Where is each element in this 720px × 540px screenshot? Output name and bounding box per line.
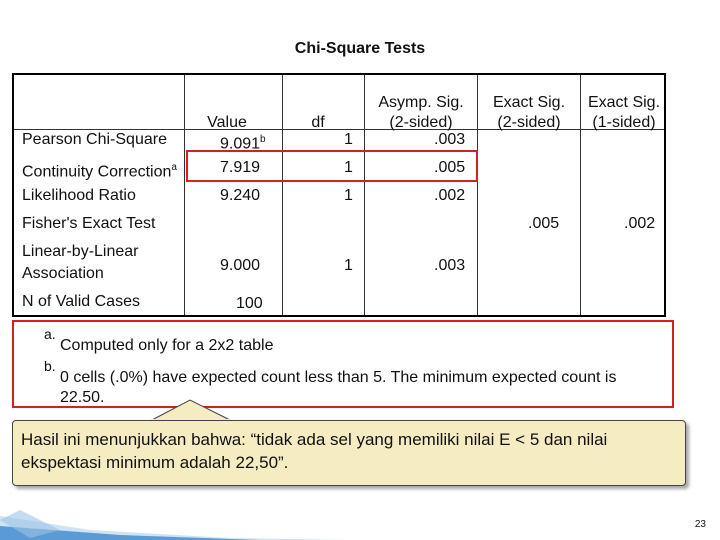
header-exact2-1: Exact Sig. <box>492 94 566 111</box>
df-likelihood: 1 <box>344 187 353 204</box>
table-title: Chi-Square Tests <box>294 40 426 57</box>
footnote-a-text: Computed only for a 2x2 table <box>60 337 274 354</box>
asymp-continuity: .005 <box>434 159 466 176</box>
value-likelihood: 9.240 <box>220 187 261 204</box>
row-label-fisher: Fisher's Exact Test <box>22 215 156 232</box>
exact2-fisher: .005 <box>528 215 560 232</box>
value-n: 100 <box>236 295 263 312</box>
asymp-pearson: .003 <box>434 131 466 148</box>
header-value: Value <box>207 114 247 131</box>
header-exact1-1: Exact Sig. <box>587 94 661 111</box>
row-label-continuity: Continuity Correction$^a$ <box>22 162 177 181</box>
footnote-b-letter: b. <box>44 358 56 374</box>
row-label-linear-2: Association <box>22 265 104 282</box>
row-label-n: N of Valid Cases <box>22 293 140 310</box>
exact1-fisher: .002 <box>624 215 656 232</box>
header-asymp-2: (2-sided) <box>389 114 453 131</box>
df-pearson: 1 <box>344 131 353 148</box>
row-label-pearson: Pearson Chi-Square <box>22 131 167 148</box>
header-exact2-2: (2-sided) <box>497 114 561 131</box>
header-df: df <box>311 114 325 131</box>
asymp-likelihood: .002 <box>434 187 466 204</box>
footnote-b-text-2: 22.50. <box>60 389 105 406</box>
header-asymp-1: Asymp. Sig. <box>378 94 464 111</box>
footnote-a-letter: a. <box>44 326 56 342</box>
callout-box: Hasil ini menunjukkan bahwa: “tidak ada sel yang memiliki nilai E < 5 dan nilai ekspektasi minimum adalah 22,50”. <box>12 420 686 486</box>
corner-decoration <box>0 480 360 540</box>
header-exact1-2: (1-sided) <box>592 114 656 131</box>
footnote-b-text: 0 cells (.0%) have expected count less than 5. The minimum expected count is <box>60 369 617 386</box>
page-number: 23 <box>694 519 706 530</box>
value-linear: 9.000 <box>220 257 261 274</box>
row-label-likelihood: Likelihood Ratio <box>22 187 136 204</box>
value-pearson: 9.091$^b$ <box>220 134 266 153</box>
df-continuity: 1 <box>344 159 353 176</box>
asymp-linear: .003 <box>434 257 466 274</box>
value-continuity: 7.919 <box>220 159 261 176</box>
row-label-linear: Linear-by-Linear <box>22 243 139 260</box>
df-linear: 1 <box>344 257 353 274</box>
